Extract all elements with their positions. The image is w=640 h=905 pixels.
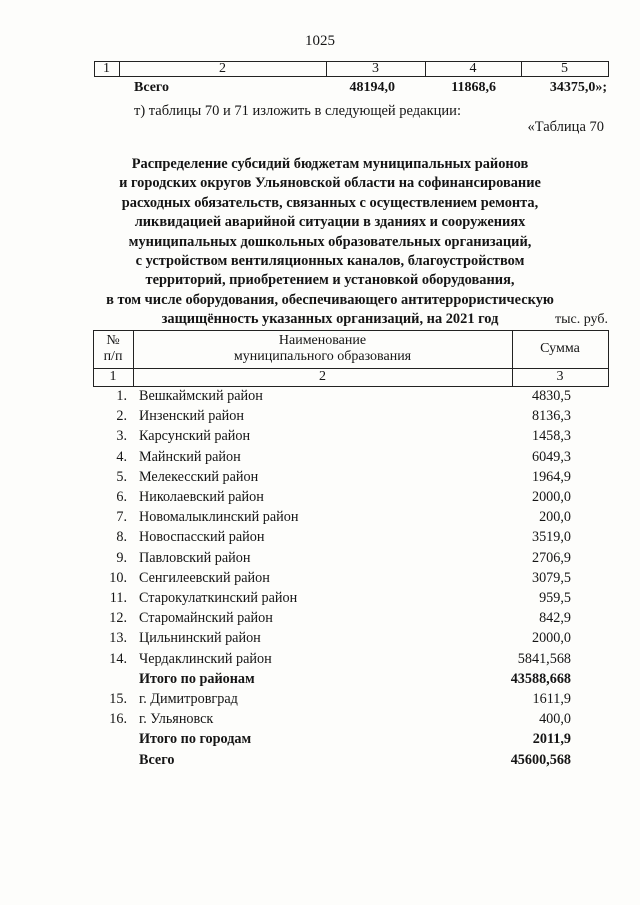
row-name: Итого по городам [139, 731, 252, 748]
title-line: в том числе оборудования, обеспечивающего антитеррористическую [106, 291, 554, 308]
row-sum: 45600,568 [510, 751, 571, 768]
row-name: Цильнинский район [139, 630, 261, 647]
table-row [93, 386, 609, 406]
row-name: Инзенский район [139, 408, 244, 425]
row-name: Павловский район [139, 549, 251, 566]
table-row [93, 548, 609, 568]
header-sum: Сумма [540, 341, 580, 356]
row-sum: 1611,9 [532, 691, 571, 707]
table-row [93, 447, 609, 467]
table-row [93, 709, 609, 729]
table-row [93, 649, 609, 669]
row-number: 9. [116, 549, 127, 566]
col-number: 3 [372, 61, 379, 76]
col-number: 3 [556, 369, 564, 384]
col-number: 4 [469, 61, 477, 76]
page-number: 1025 [305, 33, 335, 49]
row-name: Николаевский район [139, 489, 264, 505]
row-sum: 8136,3 [531, 408, 571, 425]
title-line: муниципальных дошкольных образовательных организаций, [128, 233, 532, 250]
row-sum: 2000,0 [531, 489, 571, 505]
row-number: 13. [109, 630, 127, 647]
row-sum: 400,0 [539, 711, 571, 728]
row-number: 5. [116, 468, 127, 485]
table-row [93, 467, 609, 487]
table-row [93, 568, 609, 588]
row-name: Итого по районам [139, 670, 255, 687]
row-sum: 2000,0 [531, 630, 571, 647]
table-reference: «Таблица 70 [527, 119, 604, 135]
row-sum: 1964,9 [531, 468, 571, 485]
row-number: 3. [116, 428, 127, 445]
title-line: Распределение субсидий бюджетам муниципальных районов [131, 156, 529, 172]
row-name: г. Димитровград [139, 691, 238, 707]
col-number: 5 [561, 61, 568, 76]
col-number: 2 [319, 369, 326, 384]
row-name: Всего [139, 751, 175, 768]
row-name: Мелекесский район [139, 468, 259, 485]
total-value: 48194,0 [349, 80, 395, 95]
row-sum: 1458,3 [531, 428, 571, 445]
title-line: территорий, приобретением и установкой оборудования, [145, 272, 515, 289]
table-row [93, 426, 609, 446]
row-sum: 4830,5 [531, 388, 571, 404]
grand-total-row [93, 750, 609, 770]
table-row [93, 406, 609, 426]
row-name: Старокулаткинский район [139, 590, 298, 606]
row-name: Чердаклинский район [139, 650, 272, 667]
title-line: защищённость указанных организаций, на 2021 год [161, 311, 499, 328]
title-line: расходных обязательств, связанных с осуществлением ремонта, [121, 194, 539, 211]
subtotal-row [93, 669, 609, 689]
previous-table-total [94, 79, 609, 97]
row-number: 8. [116, 529, 127, 546]
row-name: Новомалыклинский район [139, 509, 299, 526]
title-line: с устройством вентиляционных каналов, благоустройством [135, 253, 525, 270]
row-sum: 2706,9 [531, 549, 571, 566]
row-number: 16. [109, 711, 127, 728]
rule [608, 61, 609, 77]
col-number: 1 [103, 61, 110, 76]
total-label: Всего [134, 80, 169, 95]
title-line: ликвидацией аварийной ситуации в зданиях и сооружениях [134, 214, 526, 231]
table-row [93, 689, 609, 709]
row-number: 14. [109, 650, 127, 667]
header-no: п/п [103, 349, 123, 364]
previous-table-header [94, 61, 609, 77]
row-sum: 3519,0 [531, 529, 571, 546]
row-number: 10. [109, 569, 127, 586]
table-title [60, 155, 600, 330]
header-no: № [106, 333, 120, 348]
row-name: Старомайнский район [139, 610, 273, 627]
title-line: и городских округов Ульяновской области на софинансирование [119, 175, 541, 192]
row-number: 4. [116, 448, 127, 465]
row-number: 11. [109, 590, 127, 606]
col-number: 2 [219, 61, 226, 76]
row-sum: 6049,3 [531, 448, 571, 465]
table-row [93, 628, 609, 648]
header-name: муниципального образования [233, 349, 412, 364]
header-name: Наименование [278, 333, 367, 348]
row-sum: 3079,5 [531, 569, 571, 586]
subtotal-row [93, 729, 609, 749]
table-row [93, 507, 609, 527]
total-value: 11868,6 [451, 80, 496, 95]
row-sum: 2011,9 [532, 731, 571, 748]
row-name: г. Ульяновск [139, 711, 214, 728]
row-number: 6. [116, 489, 127, 505]
row-sum: 5841,568 [517, 650, 571, 667]
row-sum: 200,0 [539, 509, 571, 526]
table-row [93, 608, 609, 628]
row-number: 12. [109, 610, 127, 627]
row-name: Майнский район [139, 448, 241, 465]
row-sum: 842,9 [539, 610, 571, 627]
row-number: 2. [116, 408, 127, 425]
amendment-text: т) таблицы 70 и 71 изложить в следующей редакции: [134, 103, 461, 119]
table-row [93, 487, 609, 507]
rule [608, 330, 609, 387]
row-name: Вешкаймский район [139, 388, 263, 404]
row-sum: 959,5 [539, 590, 571, 606]
units-label: тыс. руб. [555, 312, 608, 327]
row-name: Карсунский район [139, 428, 251, 445]
row-number: 15. [109, 691, 127, 707]
row-name: Сенгилеевский район [139, 569, 270, 586]
total-value: 34375,0»; [549, 80, 607, 95]
table-row [93, 527, 609, 547]
rule [93, 330, 609, 331]
row-number: 7. [116, 509, 127, 526]
row-name: Новоспасский район [139, 529, 265, 546]
col-number: 1 [109, 369, 117, 384]
row-sum: 43588,668 [510, 670, 571, 687]
table-row [93, 588, 609, 608]
row-number: 1. [116, 388, 127, 404]
